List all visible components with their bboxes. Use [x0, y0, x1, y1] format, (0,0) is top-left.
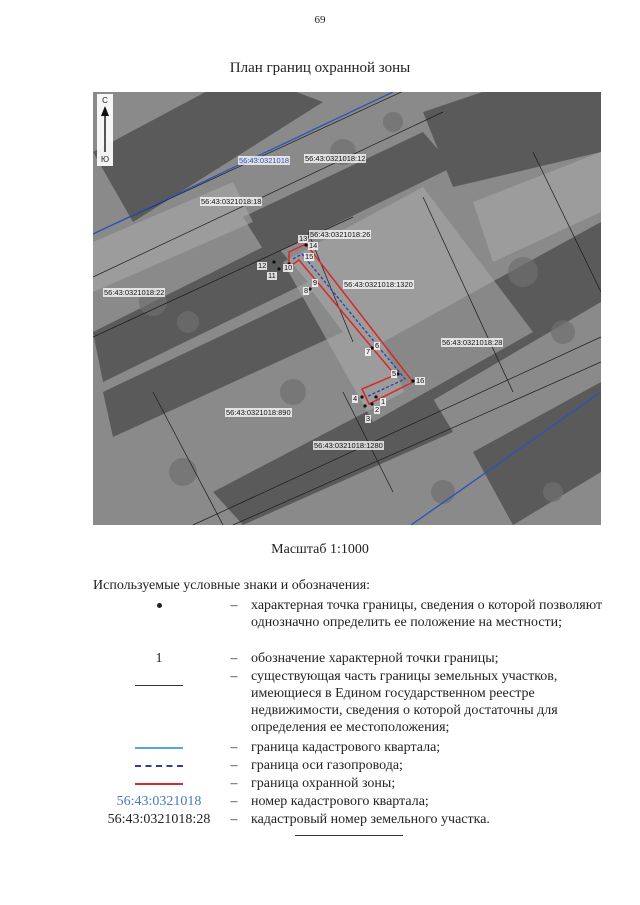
parcel-label: 56:43:0321018:28	[442, 338, 503, 347]
quarter-number-label: 56:43:0321018	[239, 156, 290, 165]
parcel-label: 56:43:0321018:1280	[314, 441, 383, 450]
parcel-label: 56:43:0321018:12	[305, 154, 366, 163]
point-label: 8	[304, 286, 309, 295]
point-label: 16	[416, 376, 425, 385]
point-label: 13	[299, 234, 308, 243]
closing-divider	[295, 835, 403, 836]
parcel-label: 56:43:0321018:890	[226, 408, 291, 417]
boundary-map	[93, 92, 601, 525]
parcel-label: 56:43:0321018:22	[104, 288, 165, 297]
map-scale: Масштаб 1:1000	[271, 542, 369, 557]
point-label: 9	[313, 278, 318, 287]
north-arrow-icon	[97, 94, 113, 166]
page-number: 69	[314, 14, 326, 26]
point-label: 10	[284, 263, 293, 272]
gas-axis-line-icon	[135, 765, 183, 767]
point-label: 6	[375, 341, 380, 350]
parcel-boundary-line-icon	[135, 685, 183, 686]
compass-north-label: С	[102, 96, 108, 105]
point-label: 7	[366, 347, 371, 356]
quarter-boundary-line-icon	[135, 747, 183, 749]
legend-title: Используемые условные знаки и обозначения:	[93, 578, 371, 593]
parcel-label: 56:43:0321018:18	[201, 197, 262, 206]
protection-zone-line-icon	[135, 783, 183, 785]
point-label: 1	[381, 397, 386, 406]
page-title: План границ охранной зоны	[229, 60, 411, 76]
point-dot-icon	[157, 603, 162, 608]
point-label: 5	[392, 369, 397, 378]
point-label: 2	[375, 405, 380, 414]
point-label: 11	[268, 271, 276, 280]
parcel-label: 56:43:0321018:1320	[344, 280, 413, 289]
parcel-label: 56:43:0321018:26	[310, 230, 371, 239]
point-label: 12	[258, 261, 267, 270]
point-label: 14	[309, 241, 318, 250]
point-label: 3	[366, 414, 371, 423]
point-label: 15	[305, 252, 314, 261]
compass-south-label: Ю	[100, 155, 110, 164]
point-label: 4	[353, 394, 358, 403]
